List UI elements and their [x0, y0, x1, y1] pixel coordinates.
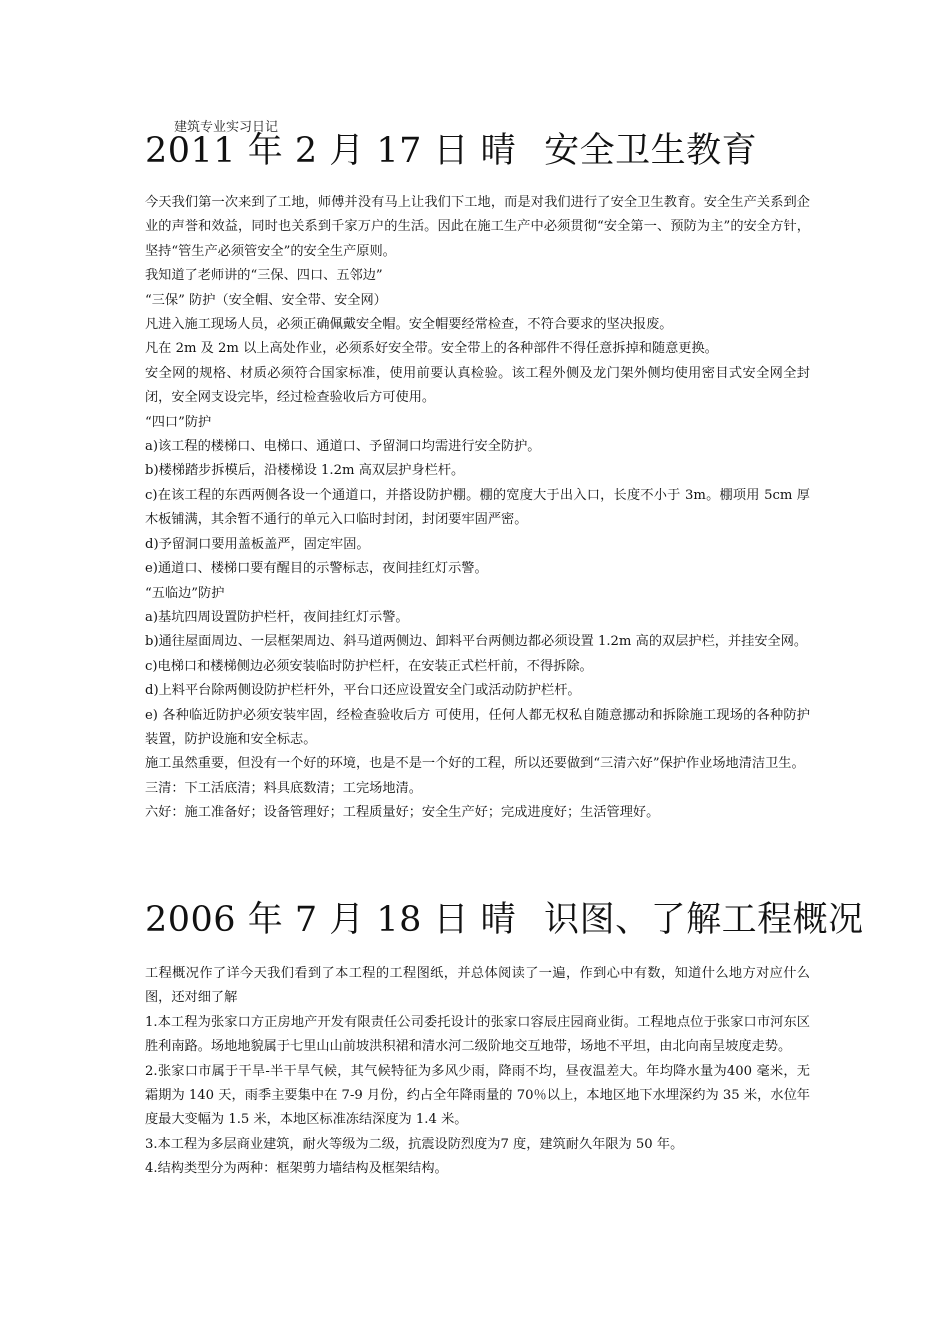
- entry-date: 2011 年 2 月 17 日 晴: [145, 131, 517, 171]
- paragraph: d)上料平台除两侧设防护栏杆外，平台口还应设置安全门或活动防护栏杆。: [145, 683, 581, 699]
- entry-title: [145, 130, 757, 172]
- paragraph: a)基坑四周设置防护栏杆，夜间挂红灯示警。: [145, 609, 409, 625]
- paragraph: d)予留洞口要用盖板盖严，固定牢固。: [145, 536, 370, 552]
- entry-topic: 识图、了解工程概况: [544, 900, 864, 940]
- paragraph: 安全网的规格、材质必须符合国家标准，使用前要认真检验。该工程外侧及龙门架外侧均使用密目式安全网全封闭，安全网支设完毕，经过检查验收后方可使用。: [145, 365, 810, 406]
- paragraph: 三清：下工活底清；料具底数清；工完场地清。: [145, 780, 422, 796]
- paragraph: b)楼梯踏步拆模后，沿楼梯设 1.2m 高双层护身栏杆。: [145, 463, 465, 479]
- entry-title: [145, 899, 864, 941]
- paragraph: “四口”防护: [145, 414, 212, 430]
- paragraph: b)通往屋面周边、一层框架周边、斜马道两侧边、卸料平台两侧边都必须设置 1.2m 高的双层护栏，并挂安全网。: [145, 634, 808, 650]
- paragraph: 今天我们第一次来到了工地，师傅并没有马上让我们下工地，而是对我们进行了安全卫生教育。安全生产关系到企业的声誉和效益，同时也关系到千家万户的生活。因此在施工生产中必须贯彻“安全第一、预防为主”的安全方针，坚持“管生产必须管安全”的安全生产原则。: [145, 195, 810, 259]
- paragraph: 凡进入施工现场人员，必须正确佩戴安全帽。安全帽要经常检查，不符合要求的坚决报废。: [145, 317, 673, 333]
- entry-date: 2006 年 7 月 18 日 晴: [145, 900, 517, 940]
- paragraph: c)在该工程的东西两侧各设一个通道口，并搭设防护棚。棚的宽度大于出入口，长度不小于 3m。棚项用 5cm 厚木板铺满，其余暂不通行的单元入口临时封闭，封闭要牢固严密。: [145, 487, 810, 528]
- paragraph: “三保” 防护（安全帽、安全带、安全网）: [145, 292, 387, 308]
- running-header: 建筑专业实习日记: [174, 120, 279, 135]
- paragraph: 工程概况作了详今天我们看到了本工程的工程图纸，并总体阅读了一遍，作到心中有数，知道什么地方对应什么图，还对细了解: [145, 966, 810, 1006]
- paragraph: e) 各种临近防护必须安装牢固，经检查验收后方 可使用，任何人都无权私自随意挪动和拆除施工现场的各种防护装置，防护设施和安全标志。: [145, 707, 810, 747]
- paragraph: 4.结构类型分为两种：框架剪力墙结构及框架结构。: [145, 1161, 448, 1177]
- paragraph: 我知道了老师讲的“三保、四口、五邻边”: [145, 268, 383, 284]
- paragraph: 六好：施工准备好；设备管理好；工程质量好；安全生产好；完成进度好；生活管理好。: [145, 805, 660, 821]
- entry-body: [145, 962, 810, 1182]
- paragraph: c)电梯口和楼梯侧边必须安装临时防护栏杆，在安装正式栏杆前，不得拆除。: [145, 658, 593, 674]
- paragraph: a)该工程的楼梯口、电梯口、通道口、予留洞口均需进行安全防护。: [145, 439, 541, 455]
- paragraph: 1.本工程为张家口方正房地产开发有限责任公司委托设计的张家口容辰庄园商业街。工程地点位于张家口市河东区胜利南路。场地地貌属于七里山山前坡洪积裙和清水河二级阶地交互地带，场地不平坦，由北向南呈坡度走势。: [145, 1014, 810, 1055]
- paragraph: e)通道口、楼梯口要有醒目的示警标志，夜间挂红灯示警。: [145, 561, 488, 577]
- entry-topic: 安全卫生教育: [544, 131, 758, 171]
- paragraph: 2.张家口市属于干旱-半干旱气候，其气候特征为多风少雨，降雨不均，昼夜温差大。年均降水量为400 毫米，无霜期为 140 天，雨季主要集中在 7-9 月份，约占全年降雨量的 70％以上，本地区地下水埋深约为 35 米，水位年度最大变幅为 1.5 米，本地区标准冻结深度为 1.4 米。: [145, 1063, 810, 1128]
- entry-body: [145, 191, 810, 826]
- paragraph: “五临边”防护: [145, 585, 225, 601]
- paragraph: 凡在 2m 及 2m 以上高处作业，必须系好安全带。安全带上的各种部件不得任意拆掉和随意更换。: [145, 341, 718, 357]
- paragraph: 3.本工程为多层商业建筑，耐火等级为二级，抗震设防烈度为7 度，建筑耐久年限为 50 年。: [145, 1136, 684, 1152]
- paragraph: 施工虽然重要，但没有一个好的环境，也是不是一个好的工程，所以还要做到“三清六好”保护作业场地清洁卫生。: [145, 756, 805, 772]
